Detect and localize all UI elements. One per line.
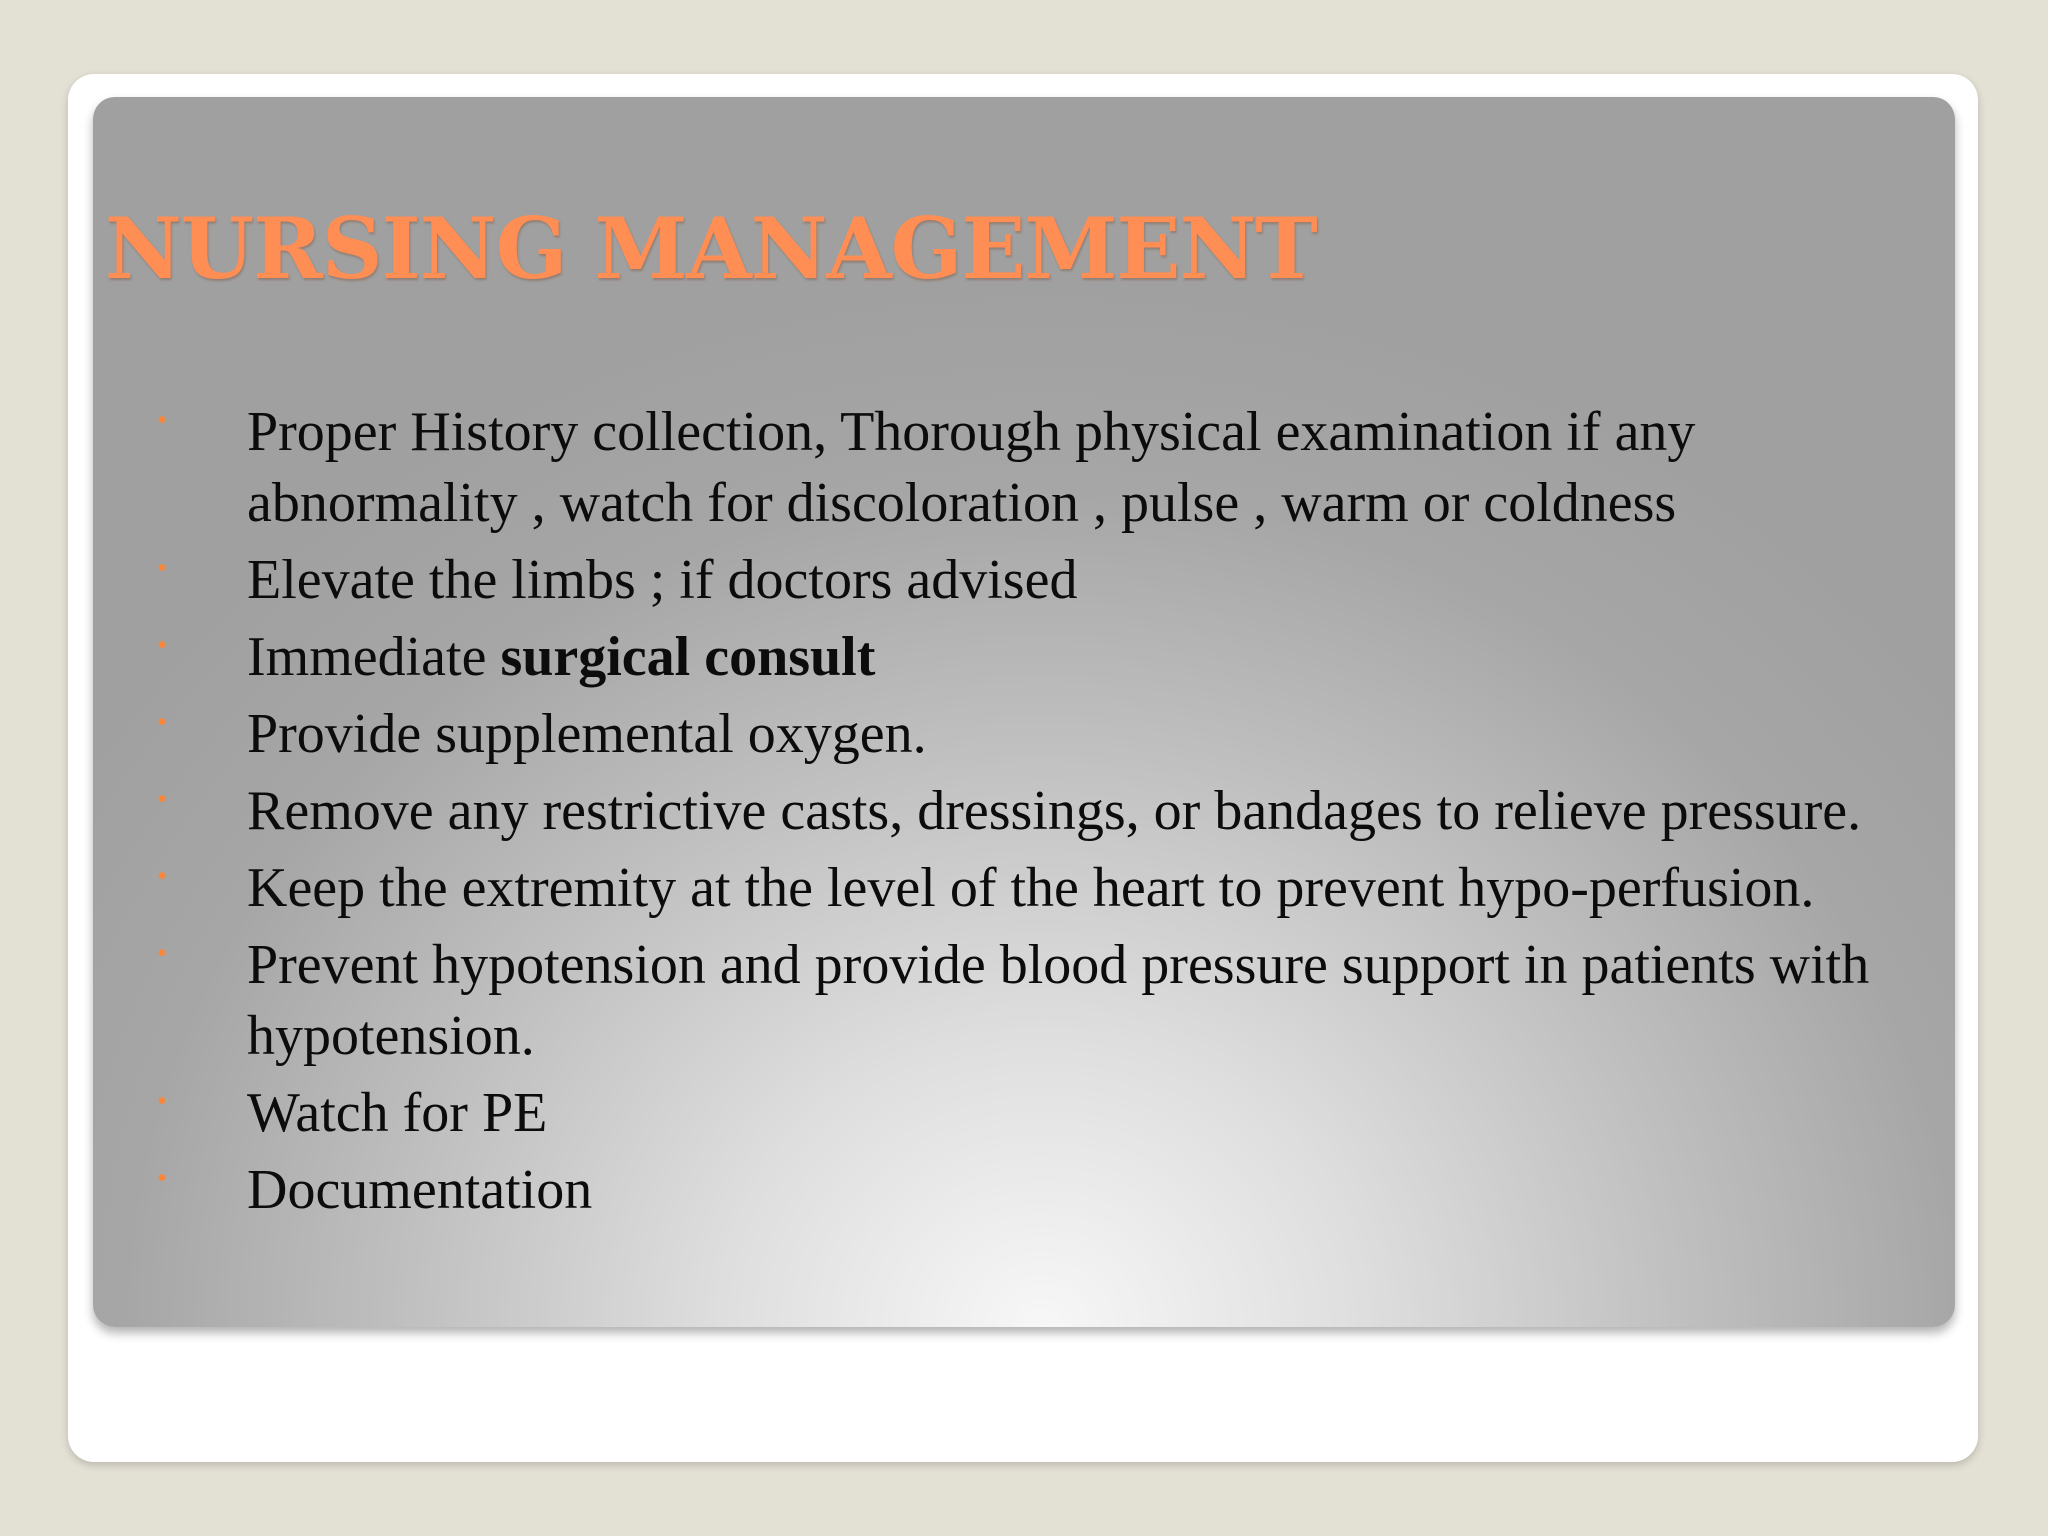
bullet-icon: • xyxy=(157,938,167,969)
bullet-item xyxy=(155,1155,1945,1226)
bullet-text: Elevate the limbs ; if doctors advised xyxy=(247,549,1078,611)
bullet-text: Prevent hypotension and provide blood pressure support in patients with hypotension. xyxy=(247,934,1870,1067)
bullet-icon: • xyxy=(157,1163,167,1194)
slide-content-panel xyxy=(93,97,1955,1327)
bullet-icon: • xyxy=(157,405,167,436)
bullet-item xyxy=(155,1078,1945,1149)
bullet-icon: • xyxy=(157,1086,167,1117)
bullet-icon: • xyxy=(157,707,167,738)
bullet-text: Proper History collection, Thorough physical examination if any abnormality , watch for discoloration , pulse , warm or coldness xyxy=(247,401,1696,534)
bullet-text: Documentation xyxy=(247,1159,593,1221)
bullet-item xyxy=(155,699,1945,770)
bullet-list xyxy=(155,397,1945,1232)
bullet-text: Provide supplemental oxygen. xyxy=(247,703,927,765)
bullet-text: Remove any restrictive casts, dressings, or bandages to relieve pressure. xyxy=(247,780,1862,842)
bullet-bold-text: surgical consult xyxy=(500,626,876,688)
bullet-text: Keep the extremity at the level of the heart to prevent hypo-perfusion. xyxy=(247,857,1815,919)
bullet-icon: • xyxy=(157,784,167,815)
bullet-item xyxy=(155,776,1945,847)
slide-title: NURSING MANAGEMENT xyxy=(105,199,1317,298)
bullet-item xyxy=(155,853,1945,924)
bullet-icon: • xyxy=(157,861,167,892)
bullet-text: Immediate xyxy=(247,626,501,688)
bullet-item xyxy=(155,397,1945,539)
bullet-item xyxy=(155,622,1945,693)
bullet-item xyxy=(155,930,1945,1072)
bullet-icon: • xyxy=(157,630,167,661)
bullet-text: Watch for PE xyxy=(247,1082,548,1144)
bullet-icon: • xyxy=(157,553,167,584)
bullet-item xyxy=(155,545,1945,616)
